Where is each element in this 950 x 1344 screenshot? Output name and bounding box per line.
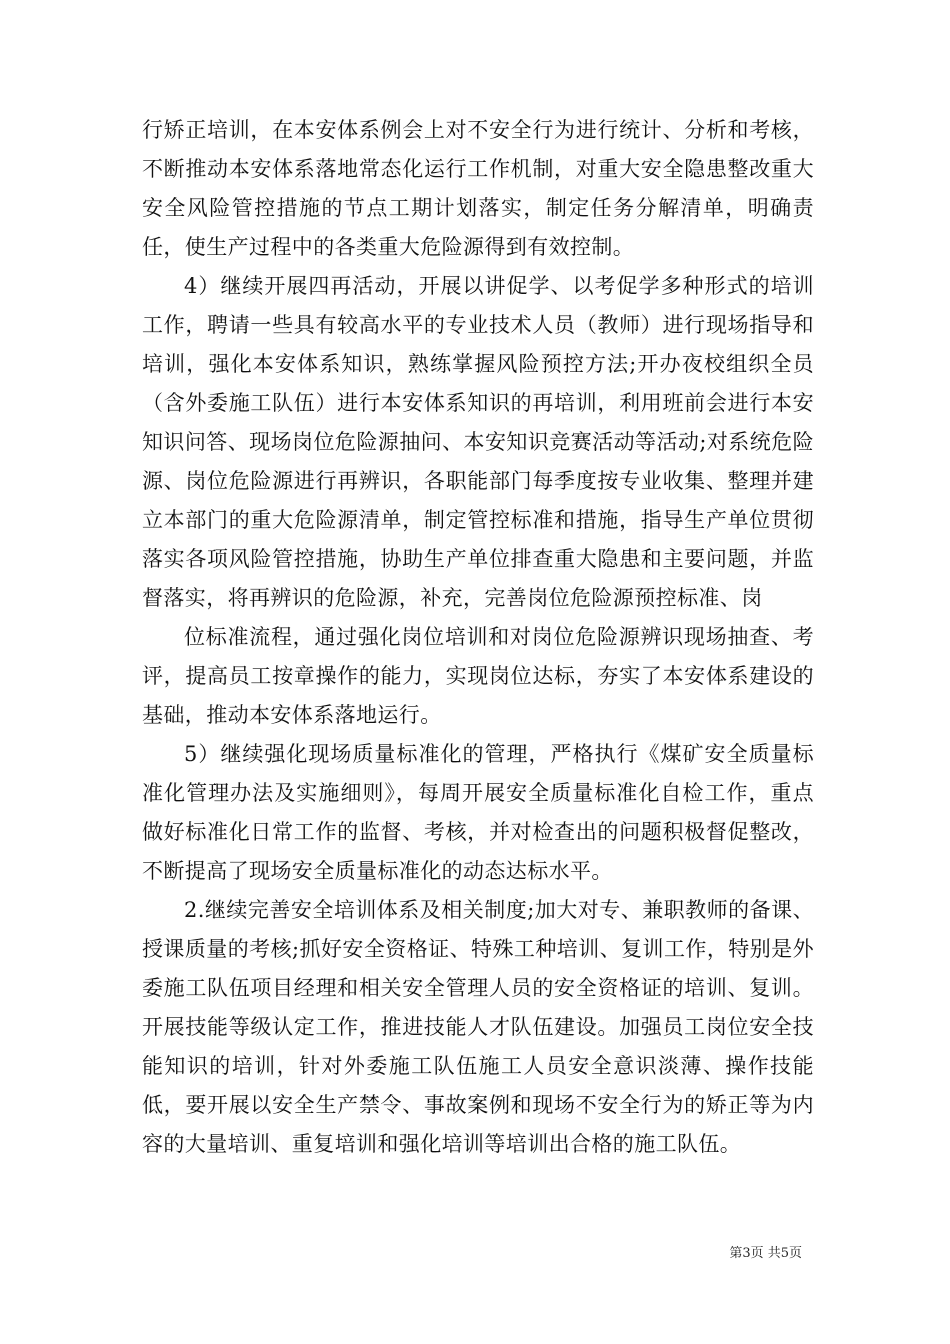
paragraph-item-4-continued: 位标准流程，通过强化岗位培训和对岗位危险源辨识现场抽查、考评，提高员工按章操作的能力，实现岗位达标，夯实了本安体系建设的基础，推动本安体系落地运行。	[142, 625, 814, 727]
paragraph-item-5: 5）继续强化现场质量标准化的管理，严格执行《煤矿安全质量标准化管理办法及实施细则》，每周开展安全质量标准化自检工作，重点做好标准化日常工作的监督、考核，并对检查出的问题积极督促整改，不断提高了现场安全质量标准化的动态达标水平。	[142, 742, 814, 883]
page-number-footer: 第3页 共5页	[729, 1246, 802, 1261]
paragraph-item-2: 2.继续完善安全培训体系及相关制度;加大对专、兼职教师的备课、授课质量的考核;抓好安全资格证、特殊工种培训、复训工作，特别是外委施工队伍项目经理和相关安全管理人员的安全资格证的培训、复训。开展技能等级认定工作，推进技能人才队伍建设。加强员工岗位安全技能知识的培训，针对外委施工队伍施工人员安全意识淡薄、操作技能低，要开展以安全生产禁令、事故案例和现场不安全行为的矫正等为内容的大量培训、重复培训和强化培训等培训出合格的施工队伍。	[142, 898, 814, 1156]
document-body	[142, 111, 814, 1164]
paragraph-item-4: 4）继续开展四再活动，开展以讲促学、以考促学多种形式的培训工作，聘请一些具有较高水平的专业技术人员（教师）进行现场指导和培训，强化本安体系知识，熟练掌握风险预控方法;开办夜校组织全员（含外委施工队伍）进行本安体系知识的再培训，利用班前会进行本安知识问答、现场岗位危险源抽问、本安知识竞赛活动等活动;对系统危险源、岗位危险源进行再辨识，各职能部门每季度按专业收集、整理并建立本部门的重大危险源清单，制定管控标准和措施，指导生产单位贯彻落实各项风险管控措施，协助生产单位排查重大隐患和主要问题，并监督落实，将再辨识的危险源，补充，完善岗位危险源预控标准、岗	[142, 274, 814, 610]
paragraph-continued: 行矫正培训，在本安体系例会上对不安全行为进行统计、分析和考核，不断推动本安体系落地常态化运行工作机制，对重大安全隐患整改重大安全风险管控措施的节点工期计划落实，制定任务分解清单，明确责任，使生产过程中的各类重大危险源得到有效控制。	[142, 118, 814, 259]
